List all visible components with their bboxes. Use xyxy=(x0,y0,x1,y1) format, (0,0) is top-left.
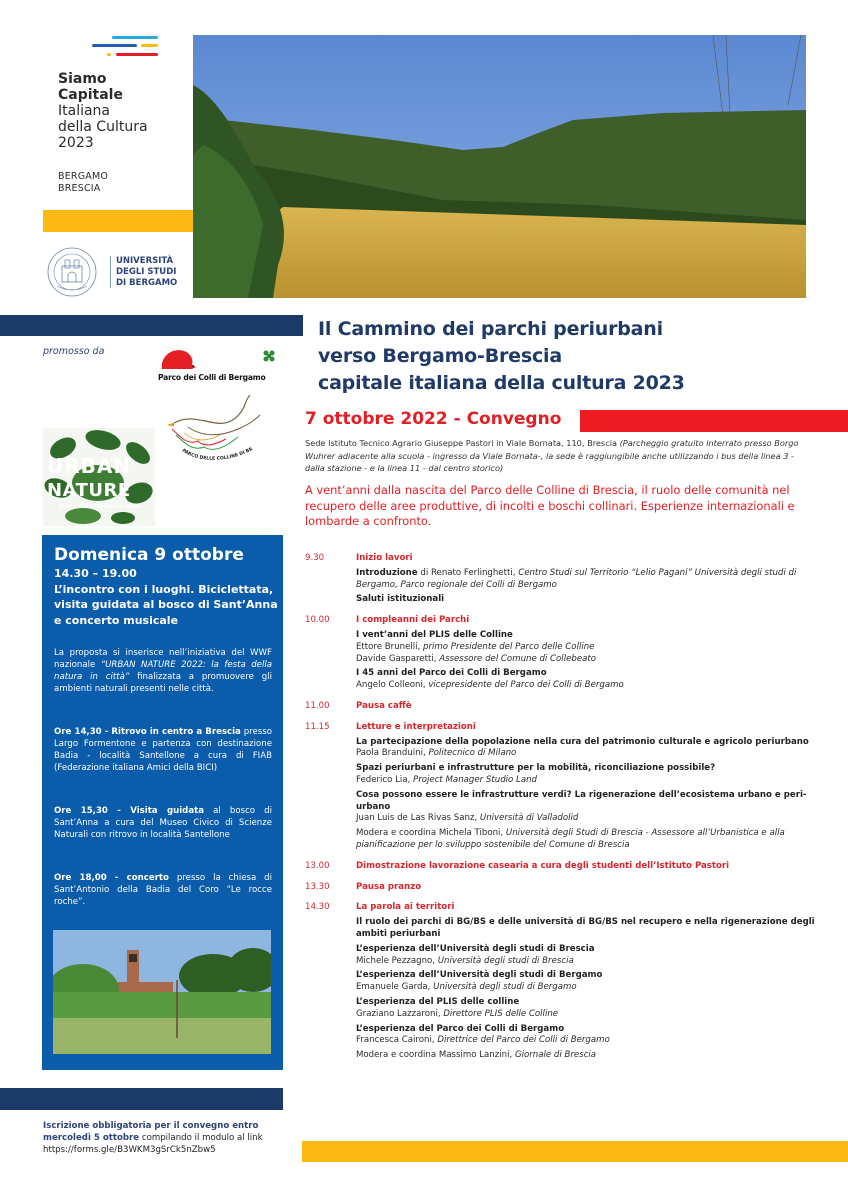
speaker-name: Paola Branduini, xyxy=(356,748,429,759)
program-item xyxy=(356,668,815,692)
item-title: I 45 anni del Parco dei Colli di Bergamo xyxy=(356,668,547,679)
speaker xyxy=(356,813,815,825)
slot-time: 13.00 xyxy=(305,860,330,871)
sunday-time: 14.30 – 19.00 xyxy=(54,567,137,580)
moderator-name: Modera e coordina Michela Tiboni, xyxy=(356,828,506,839)
urban-nature-logo-word: URBAN xyxy=(47,454,132,478)
red-bar xyxy=(580,410,848,432)
parco-colli-logo-text: Parco dei Colli di Bergamo xyxy=(158,373,266,382)
event-title xyxy=(318,316,685,397)
registration-text: compilando il modulo al link xyxy=(139,1133,263,1143)
program-item xyxy=(356,970,815,994)
item-title: Spazi periurbani e infrastrutture per la mobilità, riconciliazione possibile? xyxy=(356,763,716,774)
program-item xyxy=(356,630,815,665)
sunday-step-text: presso la chiesa di Sant’Antonio della Badia del Coro “Le rocce roche”. xyxy=(54,873,273,908)
slot-heading: Dimostrazione lavorazione casearia a cura degli studenti dell’Istituto Pastori xyxy=(356,860,730,871)
navy-bar xyxy=(0,315,303,336)
slot-time: 11.00 xyxy=(305,700,330,711)
speaker-name: Francesca Caironi, xyxy=(356,1035,438,1046)
university-name xyxy=(116,256,177,289)
parco-colli-bergamo-logo xyxy=(158,345,280,385)
item-line xyxy=(356,668,815,680)
sunday-step-time: Ore 18,00 - concerto xyxy=(54,873,169,883)
program-slot xyxy=(305,902,815,1062)
registration-deadline: Iscrizione obbligatoria per il convegno entro mercoledì 5 ottobre xyxy=(43,1121,259,1143)
sunday-step-text: presso Largo Formentone e partenza con destinazione Badia - località Santellone a cura di FIAB (Federazione italiana Amici della BICI) xyxy=(54,727,273,774)
speaker-role: Assessore del Comune di Collebeato xyxy=(439,653,597,664)
speaker-name: Graziano Lazzaroni, xyxy=(356,1008,444,1019)
item-text: di Renato Ferlinghetti, xyxy=(417,567,519,578)
slot-heading: Inizio lavori xyxy=(356,553,413,563)
speaker-role: Università di Valladolid xyxy=(479,813,579,824)
program xyxy=(305,553,815,1071)
yellow-bar xyxy=(43,210,193,232)
speaker-name: Ettore Brunelli, xyxy=(356,641,424,652)
urban-nature-logo xyxy=(43,428,155,526)
item-moderator xyxy=(356,1050,815,1062)
navy-bar xyxy=(0,1088,283,1110)
slot-time: 13.30 xyxy=(305,881,330,892)
item-line xyxy=(356,917,815,941)
church-vineyard-photo xyxy=(53,930,271,1054)
speaker-name: Federico Lia, xyxy=(356,774,414,785)
sunday-description: L’incontro con i luoghi. Biciclettata, visita guidata al bosco di Sant’Anna e concerto musicale xyxy=(54,582,278,627)
slot-heading: Letture e interpretazioni xyxy=(356,721,476,732)
speaker-role: Politecnico di Milano xyxy=(428,748,517,759)
city-brescia: BRESCIA xyxy=(58,183,101,194)
parco-colline-brescia-logo xyxy=(168,393,264,469)
sunday-title: Domenica 9 ottobre xyxy=(54,545,244,565)
speaker xyxy=(356,1009,815,1021)
logo-stripe xyxy=(112,36,158,39)
speaker-name: Juan Luis de Las Rivas Sanz, xyxy=(356,813,480,824)
sunday-step-text: al bosco di Sant’Anna a cura del Museo Civico di Scienze Naturali con ritrovo in località Santellone xyxy=(54,806,272,841)
title-line: capitale italiana della cultura 2023 xyxy=(318,372,685,394)
item-affiliation: Centro Studi sul Territorio “Lelio Pagani” Università degli studi di Bergamo, Parco regionale dei Colli di Bergamo xyxy=(356,567,797,590)
item-title: L’esperienza dell’Università degli studi di Brescia xyxy=(356,943,595,954)
slot-heading: Pausa pranzo xyxy=(356,881,422,892)
slot-heading: La parola ai territori xyxy=(356,902,455,913)
brand-line: 2023 xyxy=(58,135,94,151)
university-line: UNIVERSITÀ xyxy=(116,256,174,266)
speaker-name: Michele Pezzagno, xyxy=(356,955,438,966)
item-line xyxy=(356,970,815,982)
item-title: L’esperienza dell’Università degli studi di Bergamo xyxy=(356,970,603,981)
program-slot xyxy=(305,722,815,852)
speaker xyxy=(356,1035,815,1047)
sunday-step xyxy=(54,805,272,841)
moderator-name: Modera e coordina Massimo Lanzini, xyxy=(356,1050,515,1061)
speaker xyxy=(356,775,815,787)
speaker-name: Angelo Colleoni, xyxy=(356,680,429,691)
slot-time: 9.30 xyxy=(305,553,325,563)
item-title: Il ruolo dei parchi di BG/BS e delle università di BG/BS nel recupero e nella rigenerazione degli ambiti periurbani xyxy=(356,917,815,939)
venue-address: Sede Istituto Tecnico Agrario Giuseppe Pastori in Viale Bornata, 110, Brescia xyxy=(305,438,617,448)
program-item xyxy=(356,917,815,941)
brescia-logo-text: PARCO DELLE COLLINE DI BR xyxy=(180,447,254,462)
program-slot xyxy=(305,553,815,606)
program-item xyxy=(356,944,815,968)
sunday-intro xyxy=(54,647,272,695)
moderator-affiliation: Università degli Studi di Brescia - Assessore all’Urbanistica e alla pianificazione per lo sviluppo sostenibile del Comune di Brescia xyxy=(356,828,785,850)
item-line xyxy=(356,997,815,1009)
speaker-role: primo Presidente del Parco delle Colline xyxy=(423,641,595,652)
program-item xyxy=(356,997,815,1021)
speaker-role: vicepresidente del Parco dei Colli di Bergamo xyxy=(428,680,624,691)
speaker-role: Project Manager Studio Land xyxy=(413,774,537,785)
speaker-role: Direttore PLIS delle Colline xyxy=(443,1008,559,1019)
sunday-step xyxy=(54,872,272,908)
item-title: Saluti istituzionali xyxy=(356,594,445,605)
university-seal-icon xyxy=(43,246,101,298)
program-item xyxy=(356,790,815,825)
program-item xyxy=(356,737,815,761)
item-line xyxy=(356,1024,815,1036)
hero-landscape-photo xyxy=(193,35,806,298)
logo-stripe xyxy=(116,53,158,56)
slot-time: 14.30 xyxy=(305,902,330,913)
brand-line: Italiana xyxy=(58,103,111,119)
program-item xyxy=(356,828,815,852)
registration-link[interactable]: https://forms.gle/B3WKM3gSrCk5nZbw5 xyxy=(43,1145,216,1155)
item-title: I vent’anni del PLIS delle Colline xyxy=(356,629,513,640)
university-line: DI BERGAMO xyxy=(116,278,178,288)
program-item xyxy=(356,1024,815,1048)
program-slot xyxy=(305,701,815,713)
item-moderator xyxy=(356,828,815,852)
speaker xyxy=(356,982,815,994)
venue-info xyxy=(305,437,805,475)
registration-info xyxy=(43,1120,283,1156)
speaker xyxy=(356,654,815,666)
item-line xyxy=(356,737,815,749)
city-bergamo: BERGAMO xyxy=(58,171,109,182)
program-item xyxy=(356,594,815,606)
yellow-bar xyxy=(302,1141,848,1162)
brand-line: della Cultura xyxy=(58,119,148,135)
brand-line: Capitale xyxy=(58,87,123,103)
item-line xyxy=(356,630,815,642)
slot-time: 11.15 xyxy=(305,721,330,732)
item-title: L’esperienza del Parco dei Colli di Bergamo xyxy=(356,1023,565,1034)
speaker xyxy=(356,642,815,654)
moderator-affiliation: Giornale di Brescia xyxy=(514,1050,597,1061)
brand-cities xyxy=(58,171,108,195)
urban-nature-logo-word: NATURE xyxy=(47,480,131,501)
item-title: Cosa possono essere le infrastrutture verdi? La rigenerazione dell’ecosistema urbano e peri-urbano xyxy=(356,789,807,812)
program-slot xyxy=(305,882,815,894)
slot-time: 10.00 xyxy=(305,615,330,626)
venue-note: (Parcheggio gratuito interrato presso Borgo Wuhrer adiacente alla scuola - ingresso da Viale Bornata-, la sede è raggiungibile anche utilizzando i bus della linea 3 - dalla stazione - e la linea 11 - dal centro storico) xyxy=(305,438,799,473)
item-title: L’esperienza del PLIS delle colline xyxy=(356,996,520,1007)
item-line xyxy=(356,763,815,775)
program-item xyxy=(356,763,815,787)
convegno-date: 7 ottobre 2022 - Convegno xyxy=(305,409,562,429)
program-slot xyxy=(305,615,815,692)
brand-line: Siamo xyxy=(58,71,107,87)
sunday-intro-italic: “URBAN NATURE 2022: la festa della natura in città” xyxy=(54,660,272,683)
item-title: Introduzione xyxy=(356,567,418,578)
sunday-step-time: Ore 14,30 - Ritrovo in centro a Brescia xyxy=(54,727,241,737)
item-title: La partecipazione della popolazione nella cura del patrimonio culturale e agricolo periurbano xyxy=(356,736,809,747)
speaker-name: Davide Gasparetti, xyxy=(356,653,440,664)
promoted-by-label: promosso da xyxy=(43,346,105,357)
speaker-name: Emanuele Garda, xyxy=(356,982,434,993)
logo-stripe xyxy=(141,44,158,47)
logo-stripe xyxy=(107,53,111,56)
program-item xyxy=(356,1050,815,1062)
sunday-step-time: Ore 15,30 - Visita guidata xyxy=(54,806,205,816)
speaker-role: Università degli studi di Brescia xyxy=(437,955,574,966)
program-item xyxy=(356,568,815,592)
item-line xyxy=(356,594,815,606)
item-line xyxy=(356,790,815,814)
speaker-role: Direttrice del Parco dei Colli di Bergamo xyxy=(437,1035,610,1046)
program-slot xyxy=(305,861,815,873)
speaker xyxy=(356,748,815,760)
sunday-intro-text: finalizzata a promuovere gli ambienti naturali presenti nelle città. xyxy=(54,672,272,695)
logo-stripe xyxy=(92,44,137,47)
slot-heading: I compleanni dei Parchi xyxy=(356,615,470,626)
university-line: DEGLI STUDI xyxy=(116,267,177,277)
item-line xyxy=(356,944,815,956)
title-line: verso Bergamo-Brescia xyxy=(318,345,562,367)
item-line xyxy=(356,568,815,592)
speaker-role: Università degli studi di Bergamo xyxy=(433,982,577,993)
urban-nature-logo-tagline: Festa della Natura in città xyxy=(59,504,140,510)
lead-text: A vent’anni dalla nascita del Parco delle Colline di Brescia, il ruolo delle comunità nel recupero delle aree produttive, di incolti e boschi collinari. Esperienze internazionali e lombarde a confronto. xyxy=(305,483,795,528)
slot-heading: Pausa caffè xyxy=(356,700,412,711)
sunday-intro-text: La proposta si inserisce nell’iniziativa del WWF nazionale xyxy=(54,648,272,671)
speaker xyxy=(356,680,815,692)
speaker xyxy=(356,956,815,968)
sunday-subtitle xyxy=(54,566,279,628)
brand-title xyxy=(58,71,148,151)
sunday-step xyxy=(54,726,272,774)
title-line: Il Cammino dei parchi periurbani xyxy=(318,318,663,340)
divider xyxy=(110,256,111,288)
